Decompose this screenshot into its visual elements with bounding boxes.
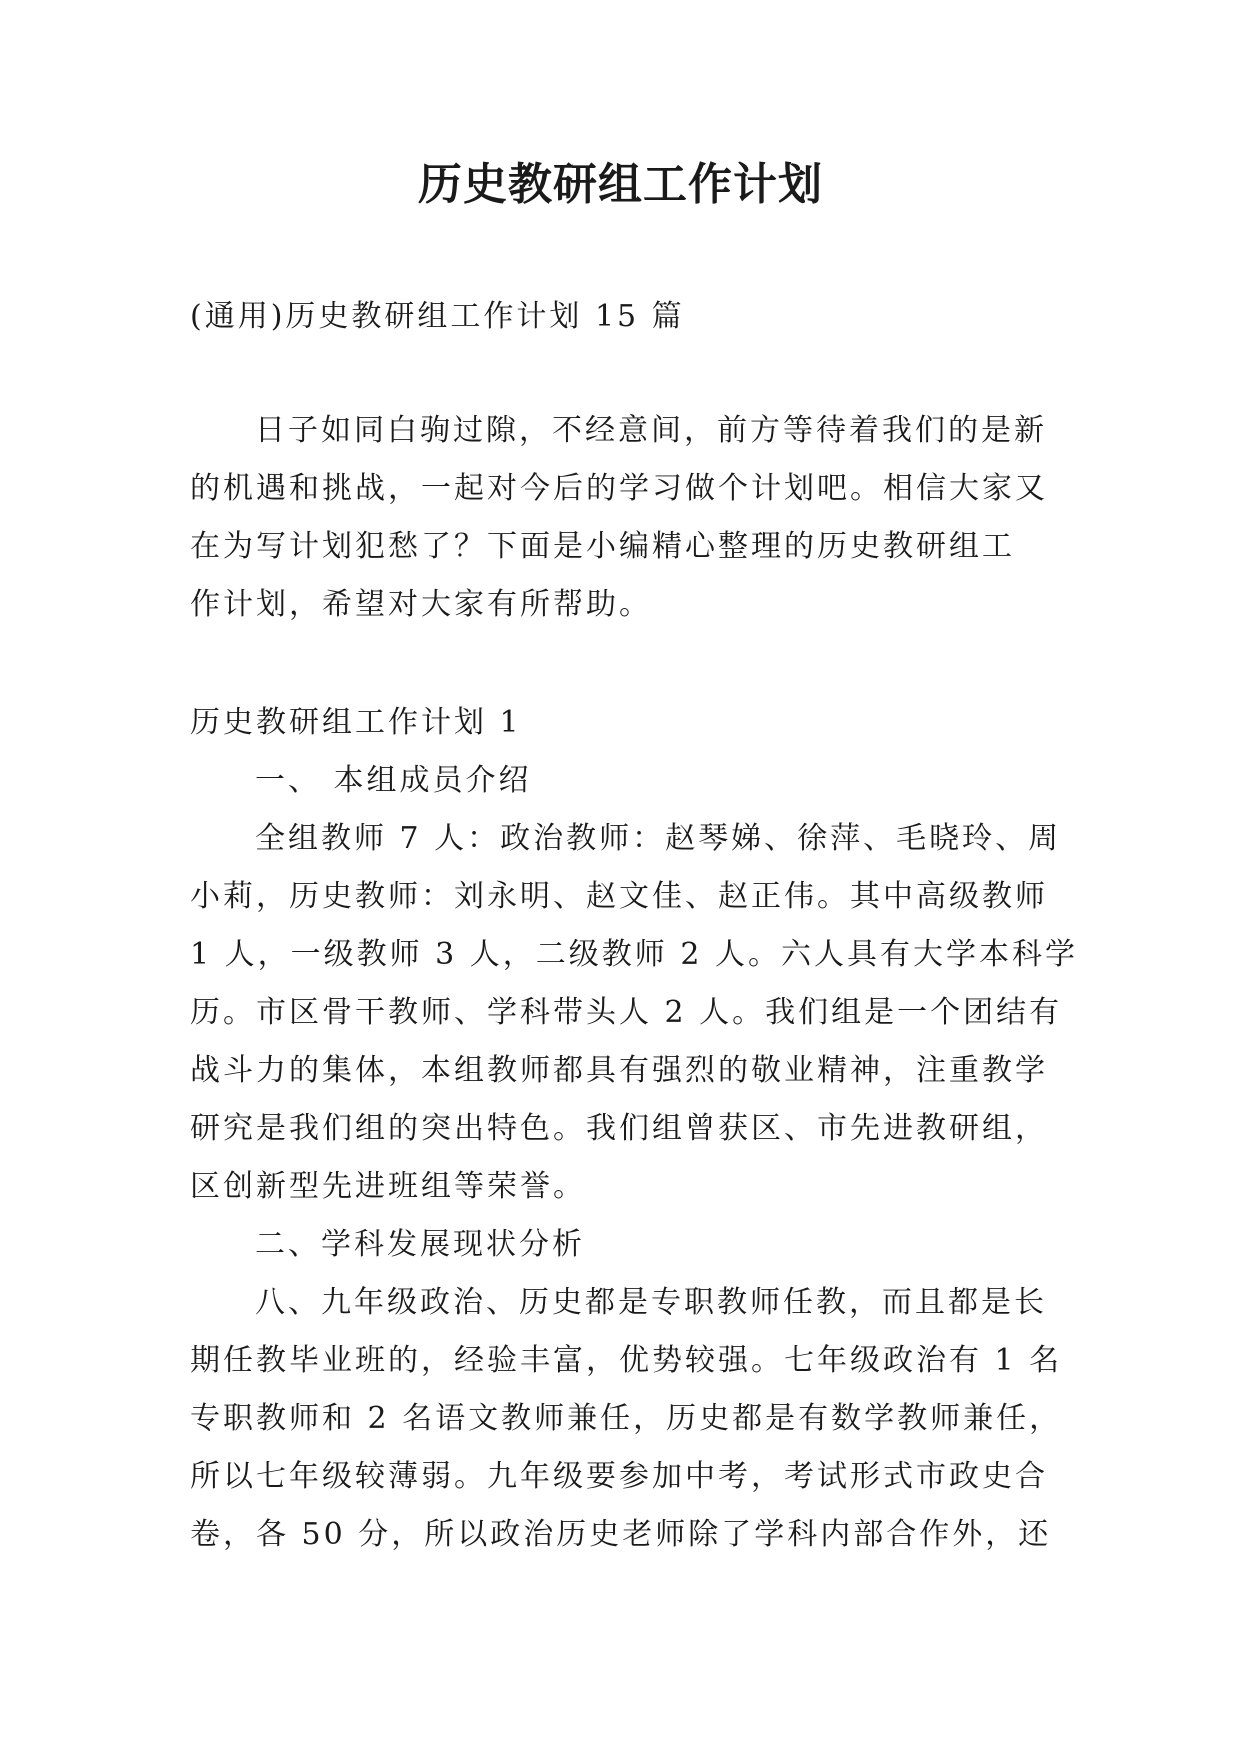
document-subtitle-block bbox=[190, 288, 1050, 346]
intro-paragraph bbox=[190, 402, 1050, 634]
paragraph-line: 研究是我们组的突出特色。我们组曾获区、市先进教研组， bbox=[190, 1111, 1048, 1146]
paragraph-line: 期任教毕业班的，经验丰富，优势较强。七年级政治有 1 名 bbox=[190, 1343, 1063, 1378]
intro-line: 在为写计划犯愁了？下面是小编精心整理的历史教研组工 bbox=[190, 529, 1015, 564]
section-title: 历史教研组工作计划 1 bbox=[190, 705, 522, 740]
intro-line: 的机遇和挑战，一起对今后的学习做个计划吧。相信大家又 bbox=[190, 471, 1048, 506]
paragraph-line: 战斗力的集体，本组教师都具有强烈的敬业精神，注重教学 bbox=[190, 1053, 1048, 1088]
paragraph-line: 专职教师和 2 名语文教师兼任，历史都是有数学教师兼任， bbox=[190, 1401, 1063, 1436]
paragraph-line: 历。市区骨干教师、学科带头人 2 人。我们组是一个团结有 bbox=[190, 995, 1063, 1030]
section-heading-analysis: 二、学科发展现状分析 bbox=[255, 1227, 585, 1262]
paragraph-line: 全组教师 7 人：政治教师：赵琴娣、徐萍、毛晓玲、周 bbox=[255, 821, 1062, 856]
intro-line: 日子如同白驹过隙，不经意间，前方等待着我们的是新 bbox=[255, 413, 1047, 448]
document-subtitle: (通用)历史教研组工作计划 15 篇 bbox=[190, 299, 685, 334]
document-title: 历史教研组工作计划 bbox=[418, 159, 823, 210]
paragraph-line: 八、九年级政治、历史都是专职教师任教，而且都是长 bbox=[255, 1285, 1047, 1320]
paragraph-line: 小莉，历史教师：刘永明、赵文佳、赵正伟。其中高级教师 bbox=[190, 879, 1048, 914]
section-heading-members: 一、 本组成员介绍 bbox=[255, 763, 532, 798]
paragraph-line: 卷，各 50 分，所以政治历史老师除了学科内部合作外，还 bbox=[190, 1517, 1052, 1552]
paragraph-line: 区创新型先进班组等荣誉。 bbox=[190, 1169, 586, 1204]
paragraph-line: 1 人，一级教师 3 人，二级教师 2 人。六人具有大学本科学 bbox=[190, 937, 1078, 972]
section-1 bbox=[190, 694, 1078, 1564]
intro-line: 作计划，希望对大家有所帮助。 bbox=[190, 587, 652, 622]
paragraph-line: 所以七年级较薄弱。九年级要参加中考，考试形式市政史合 bbox=[190, 1459, 1048, 1494]
